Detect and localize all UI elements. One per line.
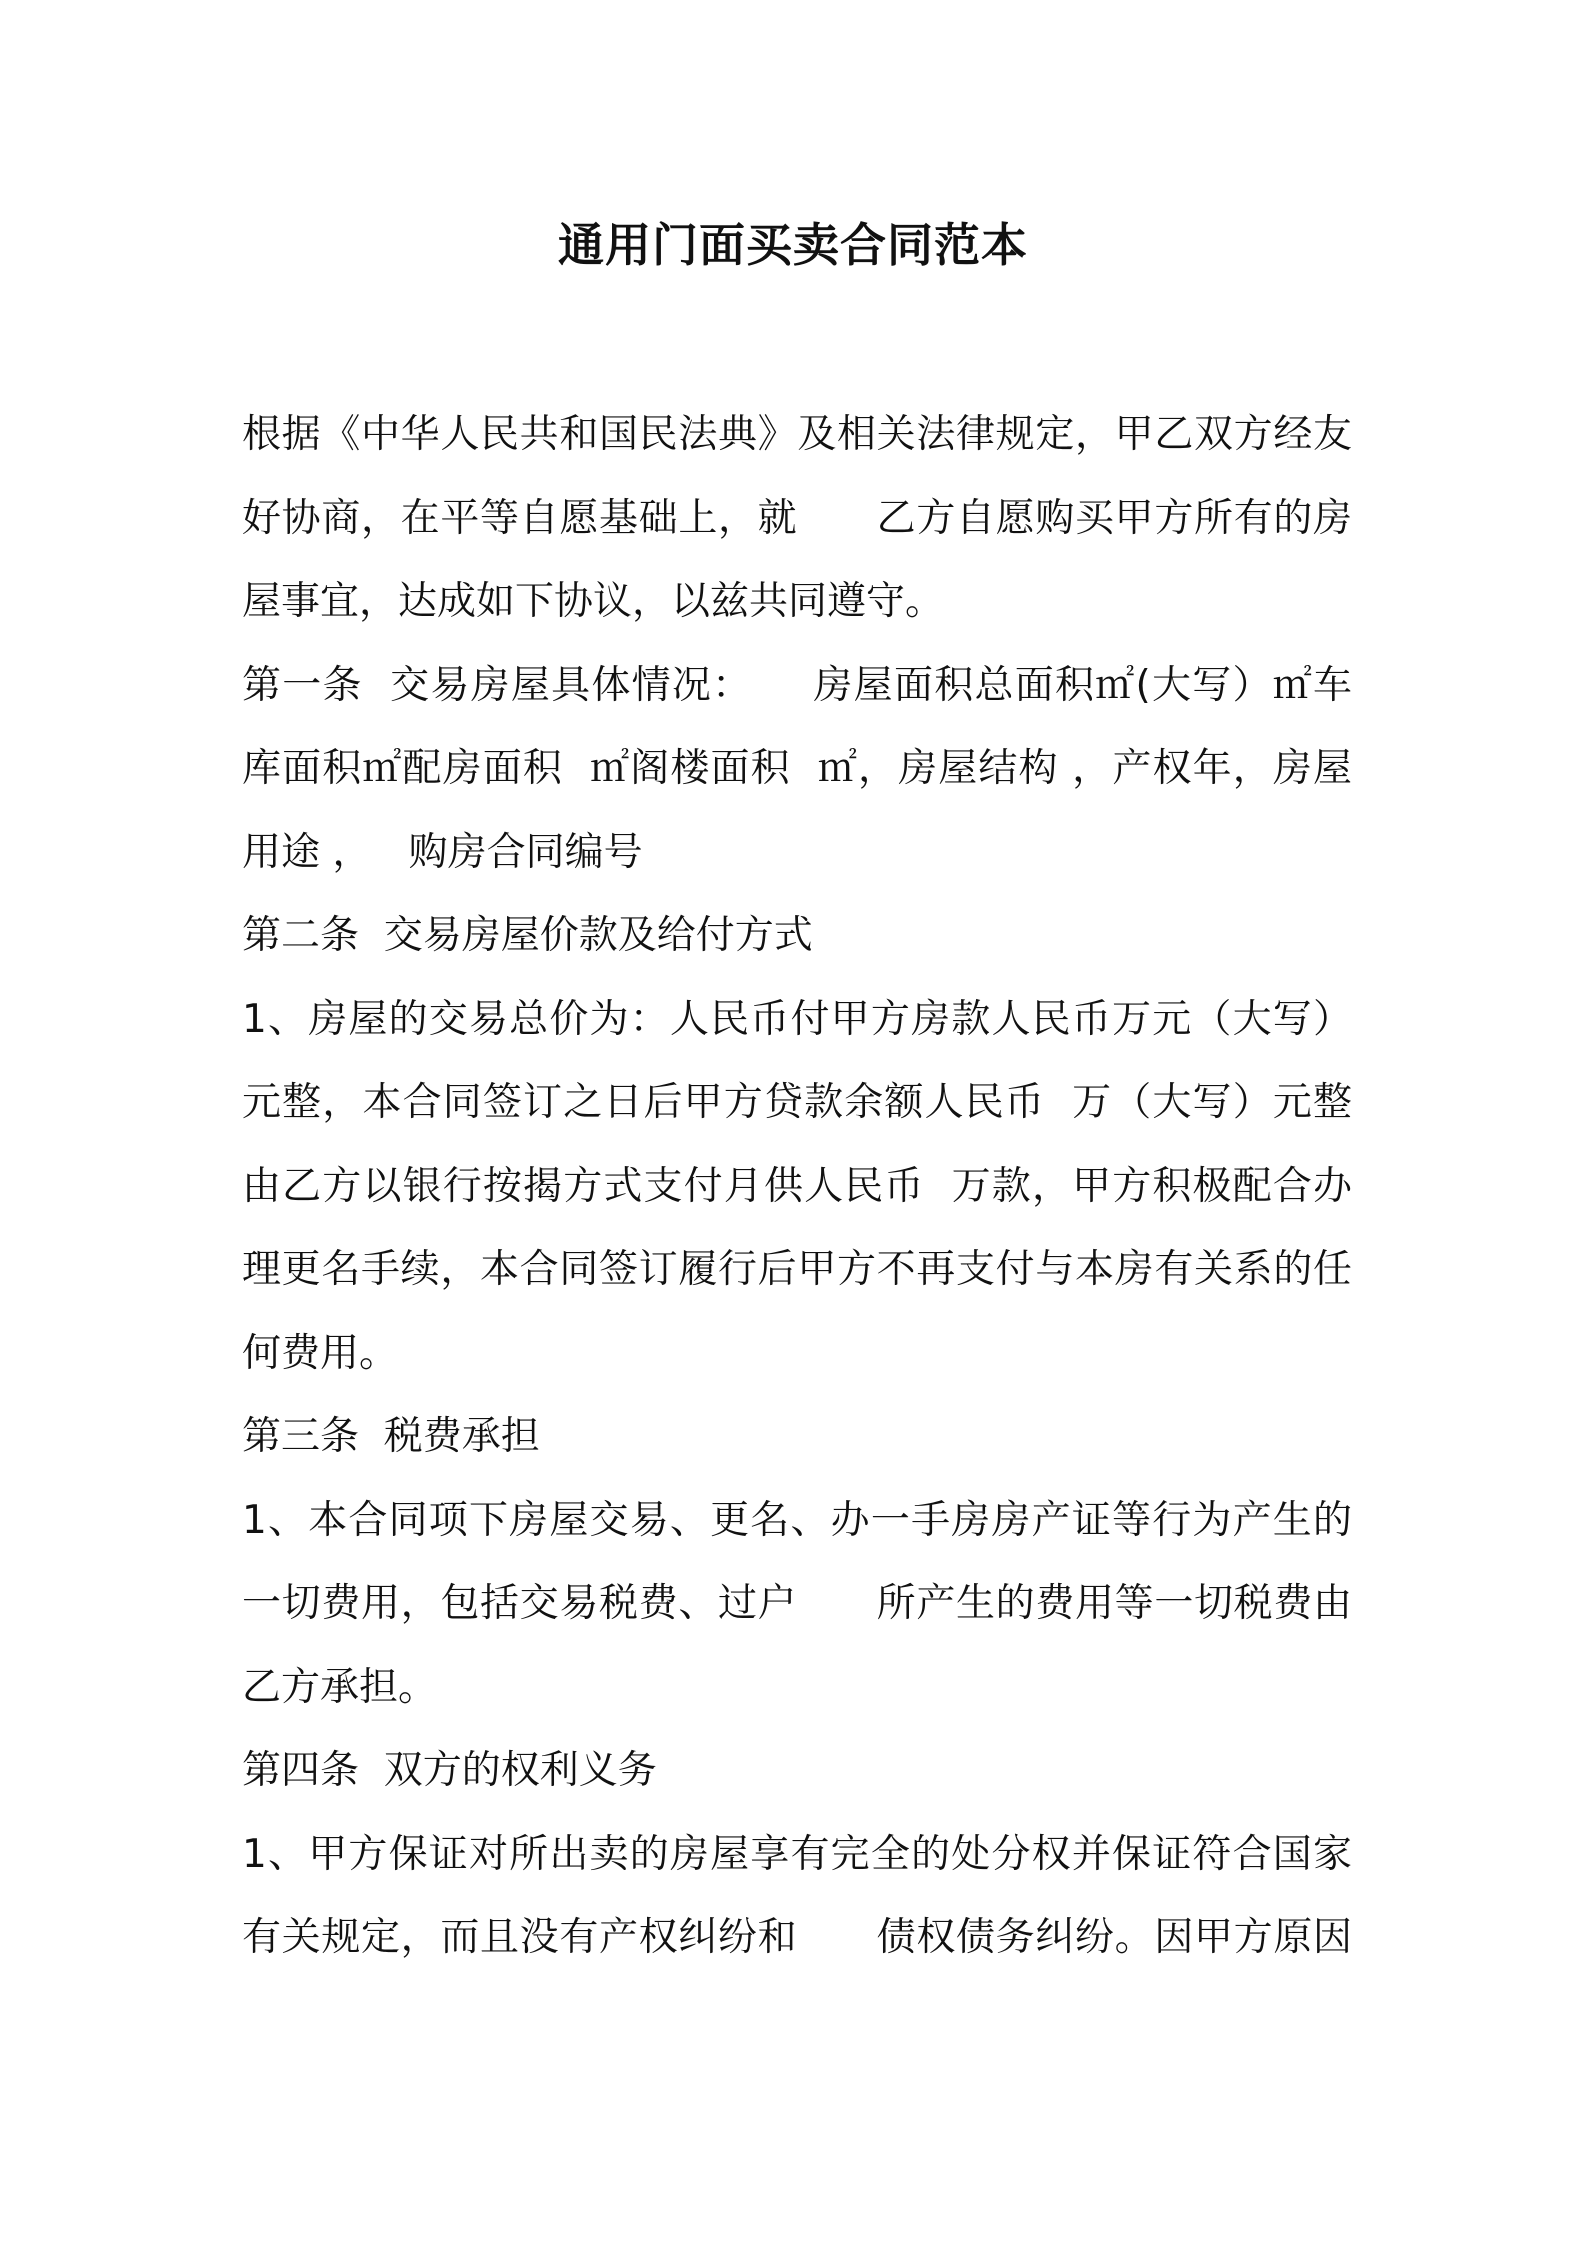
document-body (242, 393, 1352, 1980)
paragraph-line: 由乙方以银行按揭方式支付月供人民币 万款，甲方积极配合办 (242, 1163, 1352, 1209)
paragraph-line: 一切费用，包括交易税费、过户 所产生的费用等一切税费由 (242, 1581, 1352, 1626)
paragraph-line: 有关规定，而且没有产权纠纷和 债权债务纠纷。因甲方原因 (242, 1915, 1352, 1960)
paragraph-line: 何费用。 (242, 1330, 399, 1376)
paragraph-line: 屋事宜，达成如下协议，以兹共同遵守。 (242, 579, 945, 624)
paragraph-line: 元整，本合同签订之日后甲方贷款余额人民币 万（大写）元整 (242, 1080, 1352, 1125)
paragraph-line: 1、甲方保证对所出卖的房屋享有完全的处分权并保证符合国家 (242, 1831, 1352, 1877)
article-4-heading: 第四条 双方的权利义务 (242, 1748, 657, 1793)
paragraph-line: 根据《中华人民共和国民法典》及相关法律规定，甲乙双方经友 (242, 412, 1352, 457)
document-title: 通用门面买卖合同范本 (558, 218, 1028, 272)
paragraph-line: 用途 ， 购房合同编号 (242, 829, 643, 875)
paragraph-line: 乙方承担。 (242, 1664, 438, 1710)
article-1-heading-line: 第一条 交易房屋具体情况： 房屋面积总面积㎡(大写）㎡车 (242, 662, 1352, 708)
paragraph-line: 1、房屋的交易总价为：人民币付甲方房款人民币万元（大写） (242, 996, 1352, 1042)
paragraph-line: 理更名手续，本合同签订履行后甲方不再支付与本房有关系的任 (242, 1247, 1352, 1292)
article-2-heading: 第二条 交易房屋价款及给付方式 (242, 913, 813, 958)
paragraph-line: 1、本合同项下房屋交易、更名、办一手房房产证等行为产生的 (242, 1497, 1352, 1543)
paragraph-line: 库面积㎡配房面积 ㎡阁楼面积 ㎡，房屋结构 ，产权年，房屋 (242, 746, 1352, 791)
paragraph-line: 好协商，在平等自愿基础上，就 乙方自愿购买甲方所有的房 (242, 495, 1352, 541)
article-3-heading: 第三条 税费承担 (242, 1414, 540, 1459)
